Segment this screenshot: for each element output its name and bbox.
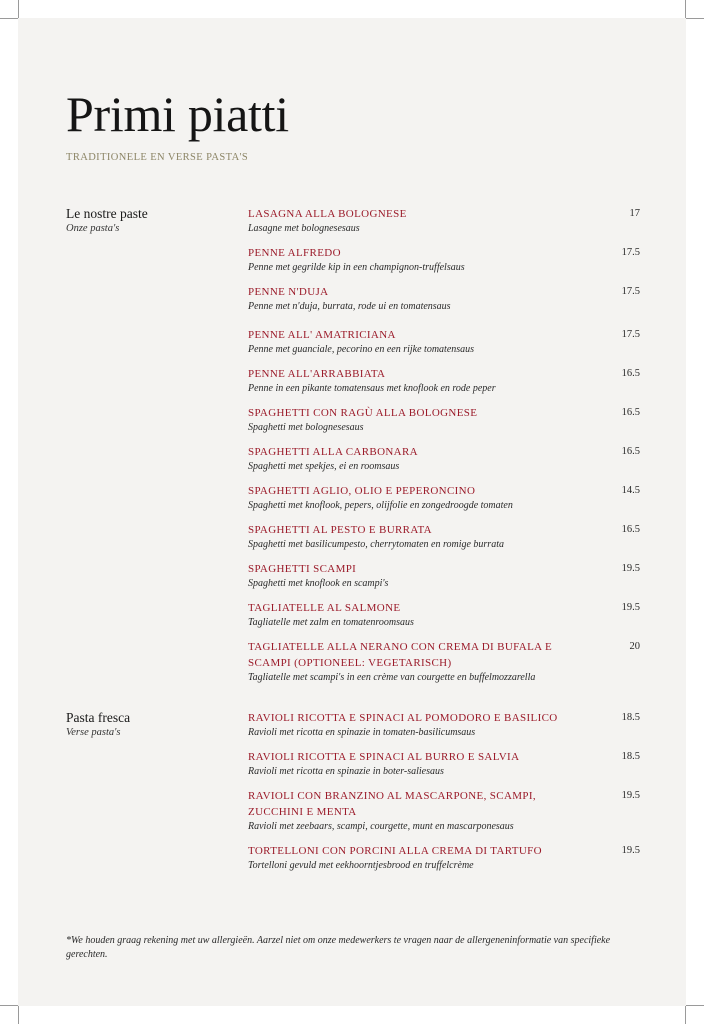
page-title: Primi piatti [66,86,289,142]
item-name: RAVIOLI RICOTTA E SPINACI AL POMODORO E BASILICO [248,712,558,724]
item-price: 16.5 [621,368,640,379]
menu-item [248,483,640,513]
section-name: Le nostre paste [66,206,148,221]
item-name: PENNE ALL' AMATRICIANA [248,329,396,341]
item-name: SPAGHETTI AL PESTO E BURRATA [248,524,432,536]
crop-mark [686,18,704,19]
crop-mark [685,0,686,18]
item-description: Spaghetti met basilicumpesto, cherrytomaten en romige burrata [248,539,504,550]
menu-item [248,788,640,834]
menu-item [248,245,640,275]
menu-item [248,639,640,685]
crop-mark [18,1006,19,1024]
menu-item [248,444,640,474]
item-name: RAVIOLI RICOTTA E SPINACI AL BURRO E SALVIA [248,751,520,763]
section-label [66,710,130,740]
page-subtitle: TRADITIONELE EN VERSE PASTA'S [66,152,249,163]
item-description: Ravioli met ricotta en spinazie in tomaten-basilicumsaus [248,727,476,738]
crop-mark [686,1005,704,1006]
item-name: PENNE N'DUJA [248,286,329,298]
section-name: Pasta fresca [66,710,131,725]
section-subtitle: Verse pasta's [66,727,121,738]
section-label [66,206,148,236]
item-description: Penne in een pikante tomatensaus met knoflook en rode peper [248,383,496,394]
menu-item [248,843,640,873]
item-price: 16.5 [621,446,640,457]
item-price: 17.5 [621,247,640,258]
item-price: 18.5 [621,751,640,762]
crop-mark [0,18,18,19]
item-name: RAVIOLI CON BRANZINO AL MASCARPONE, SCAMPI, ZUCCHINI E MENTA [248,790,536,818]
item-price: 16.5 [621,407,640,418]
menu-item [248,206,640,236]
item-description: Tagliatelle met zalm en tomatenroomsaus [248,617,414,628]
menu-page [18,18,686,1006]
menu-item [248,600,640,630]
item-price: 14.5 [621,485,640,496]
item-name: PENNE ALFREDO [248,247,341,259]
item-name: TORTELLONI CON PORCINI ALLA CREMA DI TARTUFO [248,845,542,857]
item-name: SPAGHETTI SCAMPI [248,563,357,575]
menu-item [248,522,640,552]
item-description: Penne met gegrilde kip in een champignon-truffelsaus [248,262,465,273]
item-description: Penne met guanciale, pecorino en een rijke tomatensaus [248,344,475,355]
item-description: Ravioli met zeebaars, scampi, courgette, munt en mascarponesaus [248,821,514,832]
item-price: 18.5 [621,712,640,723]
item-description: Lasagne met bolognesesaus [248,223,360,234]
item-price: 19.5 [621,845,640,856]
item-name: PENNE ALL'ARRABBIATA [248,368,386,380]
item-name: TAGLIATELLE AL SALMONE [248,602,401,614]
item-price: 16.5 [621,524,640,535]
crop-mark [18,0,19,18]
item-description: Ravioli met ricotta en spinazie in boter-saliesaus [248,766,444,777]
crop-mark [685,1006,686,1024]
item-price: 17 [629,208,640,219]
menu-item [248,284,640,314]
item-description: Spaghetti met spekjes, ei en roomsaus [248,461,400,472]
item-name: SPAGHETTI AGLIO, OLIO E PEPERONCINO [248,485,476,497]
menu-item [248,366,640,396]
crop-mark [0,1005,18,1006]
menu-item [248,749,640,779]
section-subtitle: Onze pasta's [66,223,120,234]
item-name: SPAGHETTI CON RAGÙ ALLA BOLOGNESE [248,407,478,419]
item-description: Tagliatelle met scampi's in een crème van courgette en buffelmozzarella [248,672,536,683]
item-name: SPAGHETTI ALLA CARBONARA [248,446,418,458]
menu-item [248,327,640,357]
menu-item [248,561,640,591]
item-price: 17.5 [621,286,640,297]
item-name: LASAGNA ALLA BOLOGNESE [248,208,407,220]
menu-item [248,405,640,435]
item-description: Spaghetti met bolognesesaus [248,422,364,433]
menu-item [248,710,640,740]
item-description: Penne met n'duja, burrata, rode ui en tomatensaus [248,301,451,312]
item-price: 17.5 [621,329,640,340]
item-description: Spaghetti met knoflook en scampi's [248,578,389,589]
item-price: 20 [629,641,640,652]
item-price: 19.5 [621,790,640,801]
item-name: TAGLIATELLE ALLA NERANO CON CREMA DI BUFALA E SCAMPI (OPTIONEEL: VEGETARISCH) [248,641,553,669]
item-price: 19.5 [621,563,640,574]
item-description: Spaghetti met knoflook, pepers, olijfolie en zongedroogde tomaten [248,500,513,511]
allergy-footnote: *We houden graag rekening met uw allergieën. Aarzel niet om onze medewerkers te vragen naar de allergeneninformatie van specifieke gerechten. [66,935,611,960]
item-price: 19.5 [621,602,640,613]
item-description: Tortelloni gevuld met eekhoorntjesbrood en truffelcrème [248,860,474,871]
